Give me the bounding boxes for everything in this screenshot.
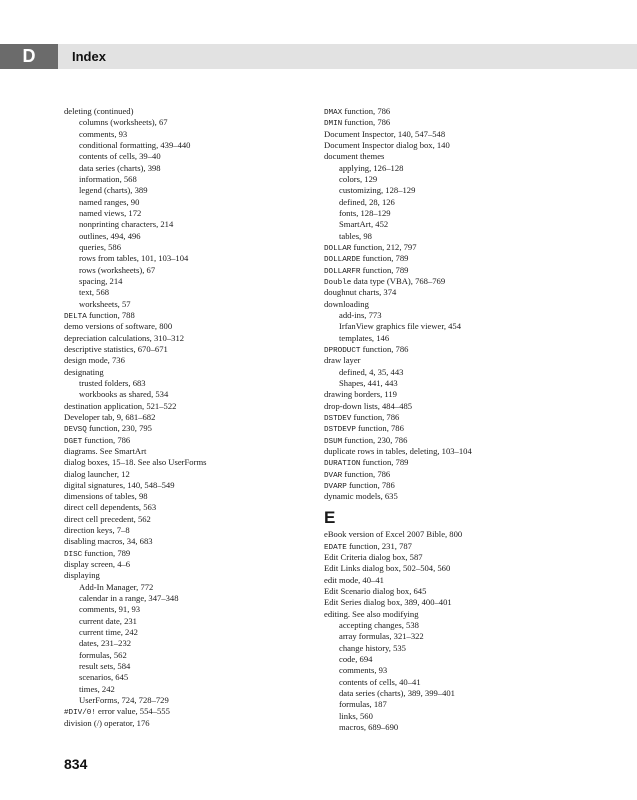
index-subentry: add-ins, 773 <box>339 309 382 320</box>
index-entry: DSTDEV function, 786 <box>324 411 400 423</box>
index-subentry: array formulas, 321–322 <box>339 631 424 642</box>
index-subentry: times, 242 <box>79 683 115 694</box>
index-subentry: data series (charts), 389, 399–401 <box>339 688 455 699</box>
index-entry: descriptive statistics, 670–671 <box>64 343 168 354</box>
index-subentry: SmartArt, 452 <box>339 219 389 230</box>
index-entry: DGET function, 786 <box>64 434 131 446</box>
index-subentry: Add-In Manager, 772 <box>79 581 154 592</box>
index-entry: DMAX function, 786 <box>324 106 391 117</box>
index-subentry: fonts, 128–129 <box>339 207 391 218</box>
index-subentry: contents of cells, 40–41 <box>339 676 421 687</box>
index-entry: Edit Criteria dialog box, 587 <box>324 552 423 563</box>
index-subentry: worksheets, 57 <box>79 298 131 309</box>
index-entry: drawing borders, 119 <box>324 389 397 400</box>
index-entry: dialog launcher, 12 <box>64 468 130 479</box>
index-entry: DELTA function, 788 <box>64 309 135 321</box>
index-entry: depreciation calculations, 310–312 <box>64 332 185 343</box>
index-subentry: formulas, 562 <box>79 649 127 660</box>
index-entry: direction keys, 7–8 <box>64 525 130 536</box>
index-subentry: macros, 689–690 <box>339 722 399 733</box>
index-subentry: comments, 93 <box>339 665 388 676</box>
left-index-column <box>64 106 314 729</box>
index-entry: Document Inspector, 140, 547–548 <box>324 128 446 139</box>
index-entry: direct cell precedent, 562 <box>64 513 151 524</box>
index-subentry: contents of cells, 39–40 <box>79 151 161 162</box>
index-entry: editing. See also modifying <box>324 608 419 619</box>
index-entry: DOLLARFR function, 789 <box>324 264 409 276</box>
index-subentry: customizing, 128–129 <box>339 185 416 196</box>
index-subentry: workbooks as shared, 534 <box>79 389 169 400</box>
index-subentry: scenarios, 645 <box>79 672 129 683</box>
index-entry: deleting (continued) <box>64 106 134 116</box>
index-entry: document themes <box>324 151 385 162</box>
index-subentry: named ranges, 90 <box>79 196 140 207</box>
index-entry: designating <box>64 366 104 377</box>
index-subentry: named views, 172 <box>79 207 142 218</box>
index-subentry: links, 560 <box>339 710 373 721</box>
index-entry: DISC function, 789 <box>64 547 131 559</box>
index-subentry: queries, 586 <box>79 241 122 252</box>
index-entry: #DIV/0! error value, 554–555 <box>64 706 170 718</box>
index-entry: disabling macros, 34, 683 <box>64 536 153 547</box>
index-entry: Double data type (VBA), 768–769 <box>324 275 446 287</box>
index-subentry: current time, 242 <box>79 627 138 638</box>
index-subentry: legend (charts), 389 <box>79 185 148 196</box>
index-subentry: UserForms, 724, 728–729 <box>79 695 169 706</box>
page-number: 834 <box>64 756 88 772</box>
index-subentry: text, 568 <box>79 287 110 298</box>
index-subentry: Shapes, 441, 443 <box>339 377 398 388</box>
index-entry: display screen, 4–6 <box>64 559 131 570</box>
index-subentry: data series (charts), 398 <box>79 162 161 173</box>
index-entry: eBook version of Excel 2007 Bible, 800 <box>324 529 463 540</box>
index-subentry: defined, 28, 126 <box>339 196 395 207</box>
index-subentry: information, 568 <box>79 173 137 184</box>
index-entry: design mode, 736 <box>64 355 125 366</box>
index-entry: DVAR function, 786 <box>324 468 391 480</box>
index-subentry: comments, 91, 93 <box>79 604 141 615</box>
index-entry: DSTDEVP function, 786 <box>324 423 404 435</box>
index-entry: dynamic models, 635 <box>324 491 398 502</box>
index-entry: DSUM function, 230, 786 <box>324 434 408 446</box>
index-entry: dimensions of tables, 98 <box>64 491 148 502</box>
index-subentry: applying, 126–128 <box>339 162 404 173</box>
d-entries-continued <box>324 106 574 502</box>
index-entry: draw layer <box>324 355 361 366</box>
index-entry: destination application, 521–522 <box>64 400 177 411</box>
index-entry: drop-down lists, 484–485 <box>324 400 413 411</box>
index-subentry: trusted folders, 683 <box>79 377 146 388</box>
index-subentry: conditional formatting, 439–440 <box>79 139 191 150</box>
index-subentry: nonprinting characters, 214 <box>79 219 174 230</box>
index-entry: doughnut charts, 374 <box>324 287 397 298</box>
index-subentry: outlines, 494, 496 <box>79 230 141 241</box>
index-subentry: templates, 146 <box>339 332 390 343</box>
index-entry: DURATION function, 789 <box>324 457 409 469</box>
index-entry: Edit Scenario dialog box, 645 <box>324 586 427 597</box>
page-title: Index <box>72 49 106 64</box>
index-subentry: defined, 4, 35, 443 <box>339 366 404 377</box>
section-heading-e: E <box>324 508 336 528</box>
section-letter-tab: D <box>0 44 58 69</box>
index-entry: diagrams. See SmartArt <box>64 445 147 456</box>
index-subentry: change history, 535 <box>339 642 406 653</box>
index-subentry: comments, 93 <box>79 128 128 139</box>
right-index-column <box>324 106 574 733</box>
index-subentry: calendar in a range, 347–348 <box>79 593 179 604</box>
index-entry: DEVSQ function, 230, 795 <box>64 423 152 435</box>
index-entry: Edit Series dialog box, 389, 400–401 <box>324 597 452 608</box>
index-subentry: result sets, 584 <box>79 661 131 672</box>
index-entry: Document Inspector dialog box, 140 <box>324 139 450 150</box>
index-entry: DMIN function, 786 <box>324 117 391 129</box>
index-entry: demo versions of software, 800 <box>64 321 173 332</box>
index-entry: displaying <box>64 570 100 581</box>
index-entry: duplicate rows in tables, deleting, 103–104 <box>324 445 472 456</box>
index-entry: Developer tab, 9, 681–682 <box>64 411 156 422</box>
index-subentry: current date, 231 <box>79 615 137 626</box>
index-entry: DPRODUCT function, 786 <box>324 343 409 355</box>
index-subentry: accepting changes, 538 <box>339 620 419 631</box>
index-subentry: IrfanView graphics file viewer, 454 <box>339 321 462 332</box>
index-subentry: rows from tables, 101, 103–104 <box>79 253 189 264</box>
index-subentry: dates, 231–232 <box>79 638 132 649</box>
index-subentry: formulas, 187 <box>339 699 387 710</box>
index-subentry: spacing, 214 <box>79 275 123 286</box>
index-entry: DOLLAR function, 212, 797 <box>324 241 417 253</box>
index-entry: DOLLARDE function, 789 <box>324 253 409 265</box>
index-subentry: tables, 98 <box>339 230 372 241</box>
index-entry: digital signatures, 140, 548–549 <box>64 479 175 490</box>
index-entry: edit mode, 40–41 <box>324 574 384 585</box>
index-subentry: code, 694 <box>339 654 373 665</box>
index-subentry: colors, 129 <box>339 173 378 184</box>
index-entry: dialog boxes, 15–18. See also UserForms <box>64 457 207 468</box>
e-entries <box>324 529 574 733</box>
index-entry: direct cell dependents, 563 <box>64 502 157 513</box>
index-entry: downloading <box>324 298 369 309</box>
index-entry: DVARP function, 786 <box>324 479 395 491</box>
index-subentry: columns (worksheets), 67 <box>79 117 168 128</box>
index-entry: Edit Links dialog box, 502–504, 560 <box>324 563 451 574</box>
index-entry: division (/) operator, 176 <box>64 717 150 728</box>
index-entry: EDATE function, 231, 787 <box>324 540 412 552</box>
index-subentry: rows (worksheets), 67 <box>79 264 156 275</box>
